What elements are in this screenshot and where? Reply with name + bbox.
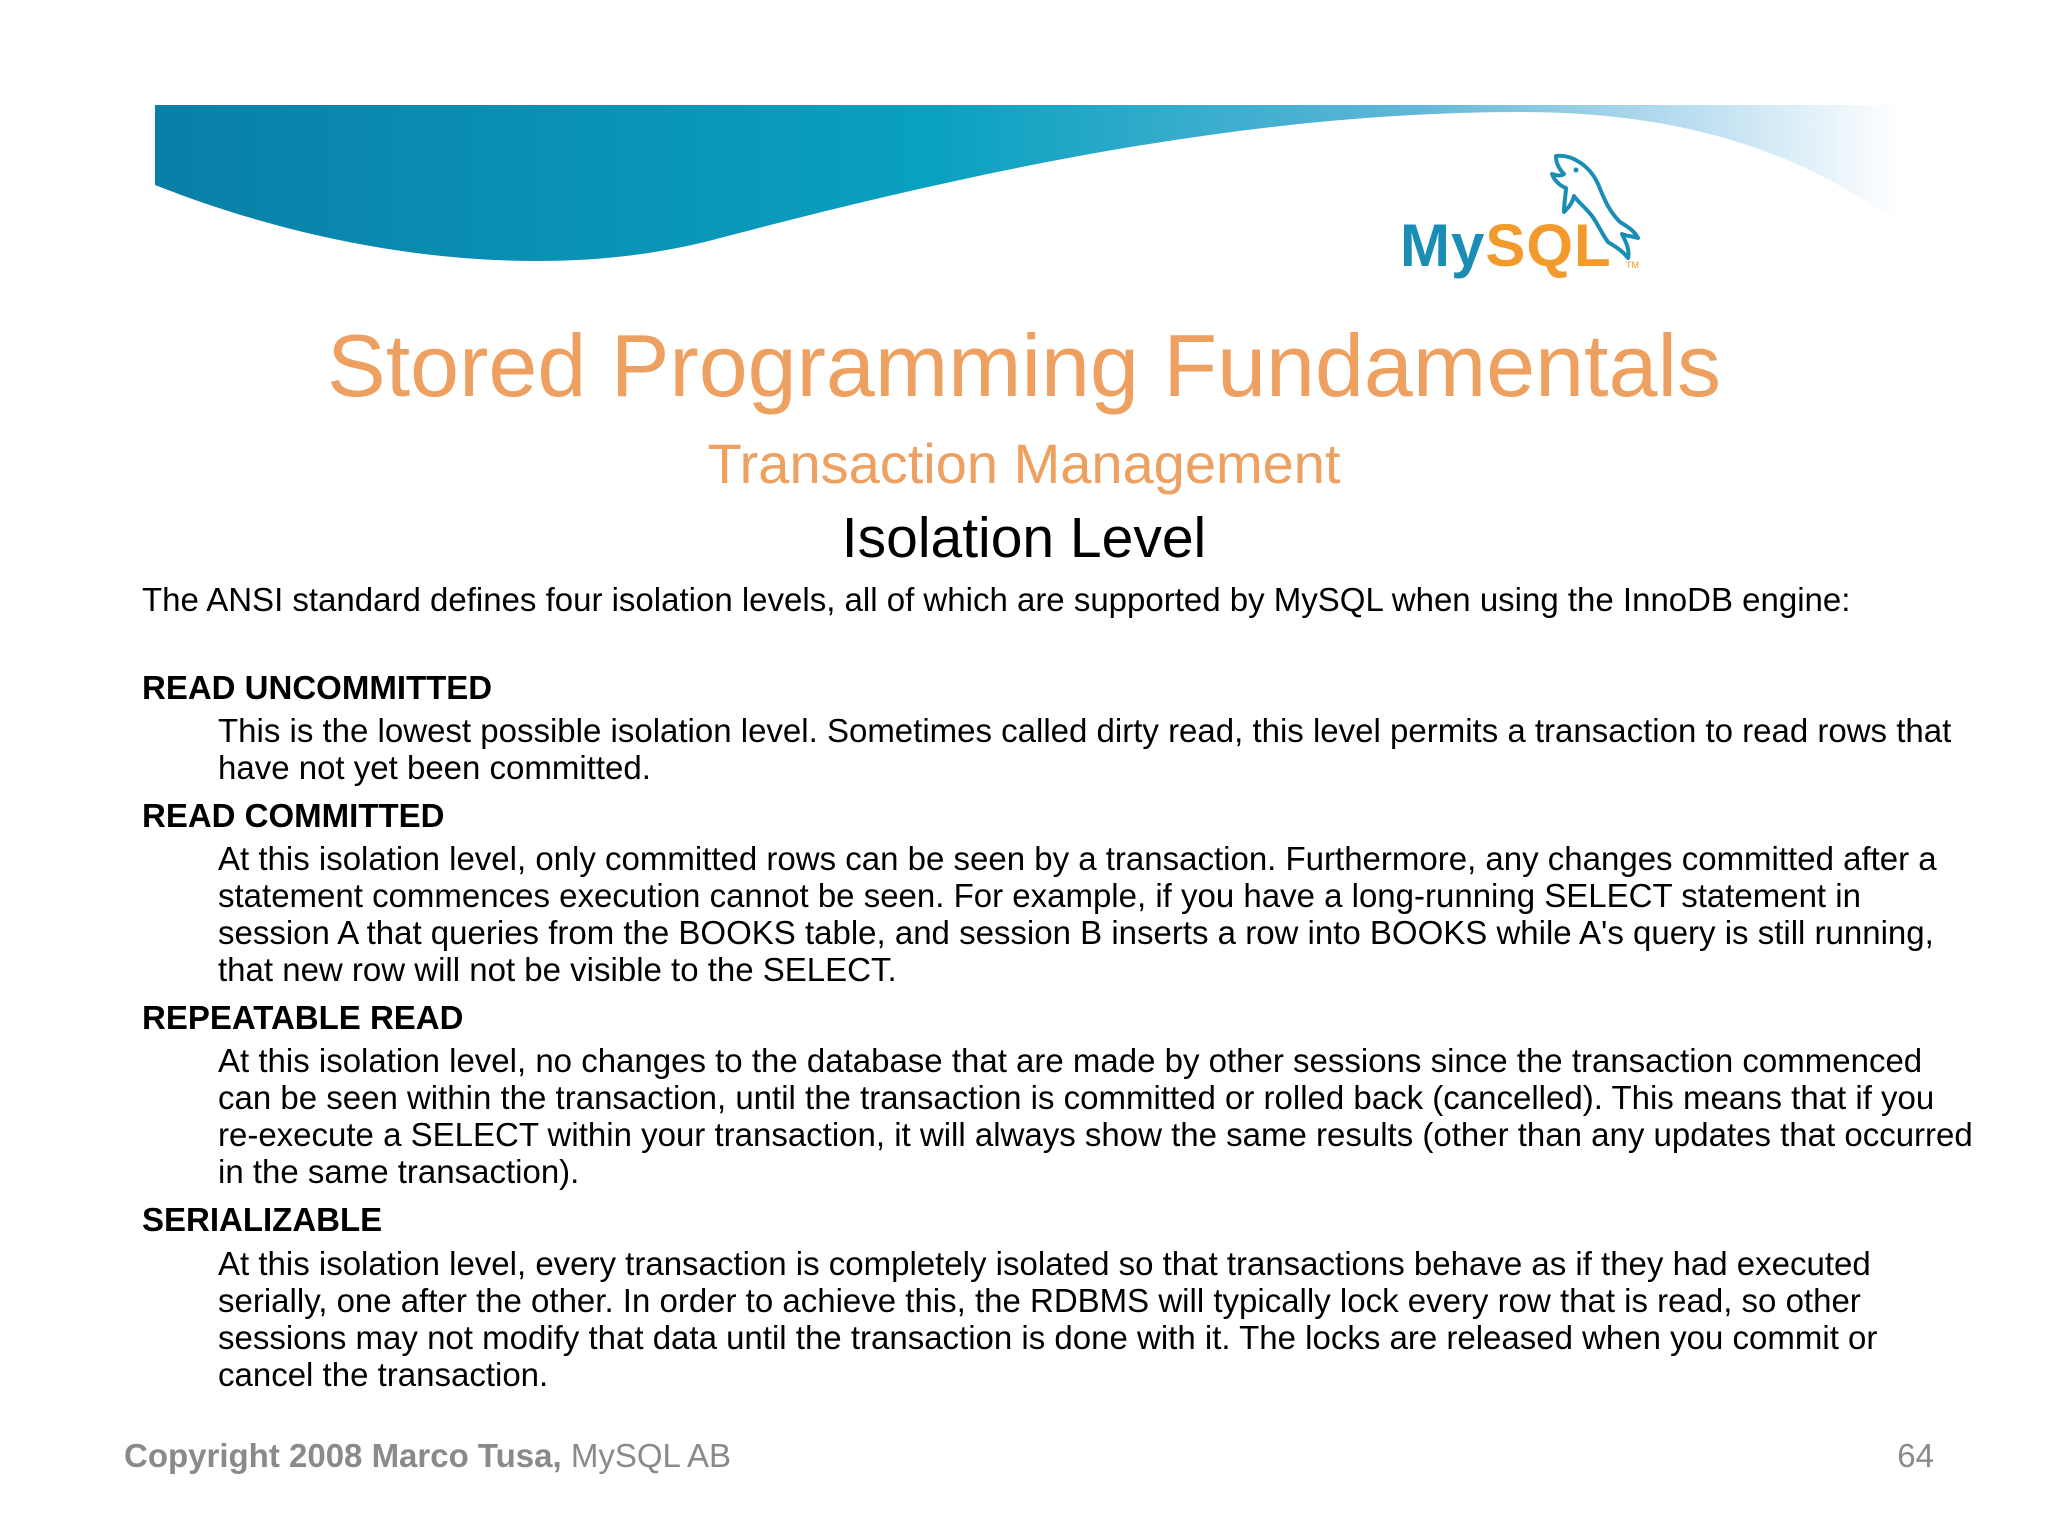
logo-text-sql: SQL xyxy=(1485,212,1612,279)
level-description-repeatable-read: At this isolation level, no changes to the database that are made by other sessions since the transaction commenced can be seen within the transaction, until the transaction is committed or rolled back (cancelled). This means that if you re-execute a SELECT within your transaction, it will always show the same results (other than any updates that occurred in the same transaction). xyxy=(218,1042,1973,1190)
level-name-read-committed: READ COMMITTED xyxy=(142,797,445,834)
page-number: 64 xyxy=(1897,1437,1934,1474)
level-description-read-uncommitted: This is the lowest possible isolation level. Sometimes called dirty read, this level permits a transaction to read rows that have not yet been committed. xyxy=(218,712,1952,786)
logo-text-my: My xyxy=(1400,212,1486,279)
section-heading: Isolation Level xyxy=(841,506,1207,570)
mysql-wordmark xyxy=(1400,212,1612,279)
copyright-text: Copyright 2008 Marco Tusa, xyxy=(124,1437,562,1474)
footer-copyright xyxy=(124,1436,731,1476)
slide-subtitle: Transaction Management xyxy=(707,432,1341,495)
level-description-read-committed: At this isolation level, only committed rows can be seen by a transaction. Furthermore, any changes committed after a statement commences execution cannot be seen. For example, if you have a long-running SELECT statement in session A that queries from the BOOKS table, and session B inserts a row into BOOKS while A's query is still running, that new row will not be visible to the SELECT. xyxy=(218,840,1937,988)
slide-title: Stored Programming Fundamentals xyxy=(327,316,1721,415)
intro-paragraph: The ANSI standard defines four isolation levels, all of which are supported by MySQL when using the InnoDB engine: xyxy=(142,581,1851,618)
level-name-read-uncommitted: READ UNCOMMITTED xyxy=(142,669,493,706)
logo-trademark: TM xyxy=(1626,260,1639,270)
level-name-serializable: SERIALIZABLE xyxy=(142,1201,383,1238)
company-name: MySQL AB xyxy=(570,1437,732,1474)
level-description-serializable: At this isolation level, every transaction is completely isolated so that transactions behave as if they had executed serially, one after the other. In order to achieve this, the RDBMS will typically lock every row that is read, so other sessions may not modify that data until the transaction is done with it. The locks are released when you commit or cancel the transaction. xyxy=(218,1245,1878,1393)
level-name-repeatable-read: REPEATABLE READ xyxy=(142,999,464,1036)
mysql-logo xyxy=(1388,150,1658,280)
header-banner xyxy=(0,0,2048,300)
